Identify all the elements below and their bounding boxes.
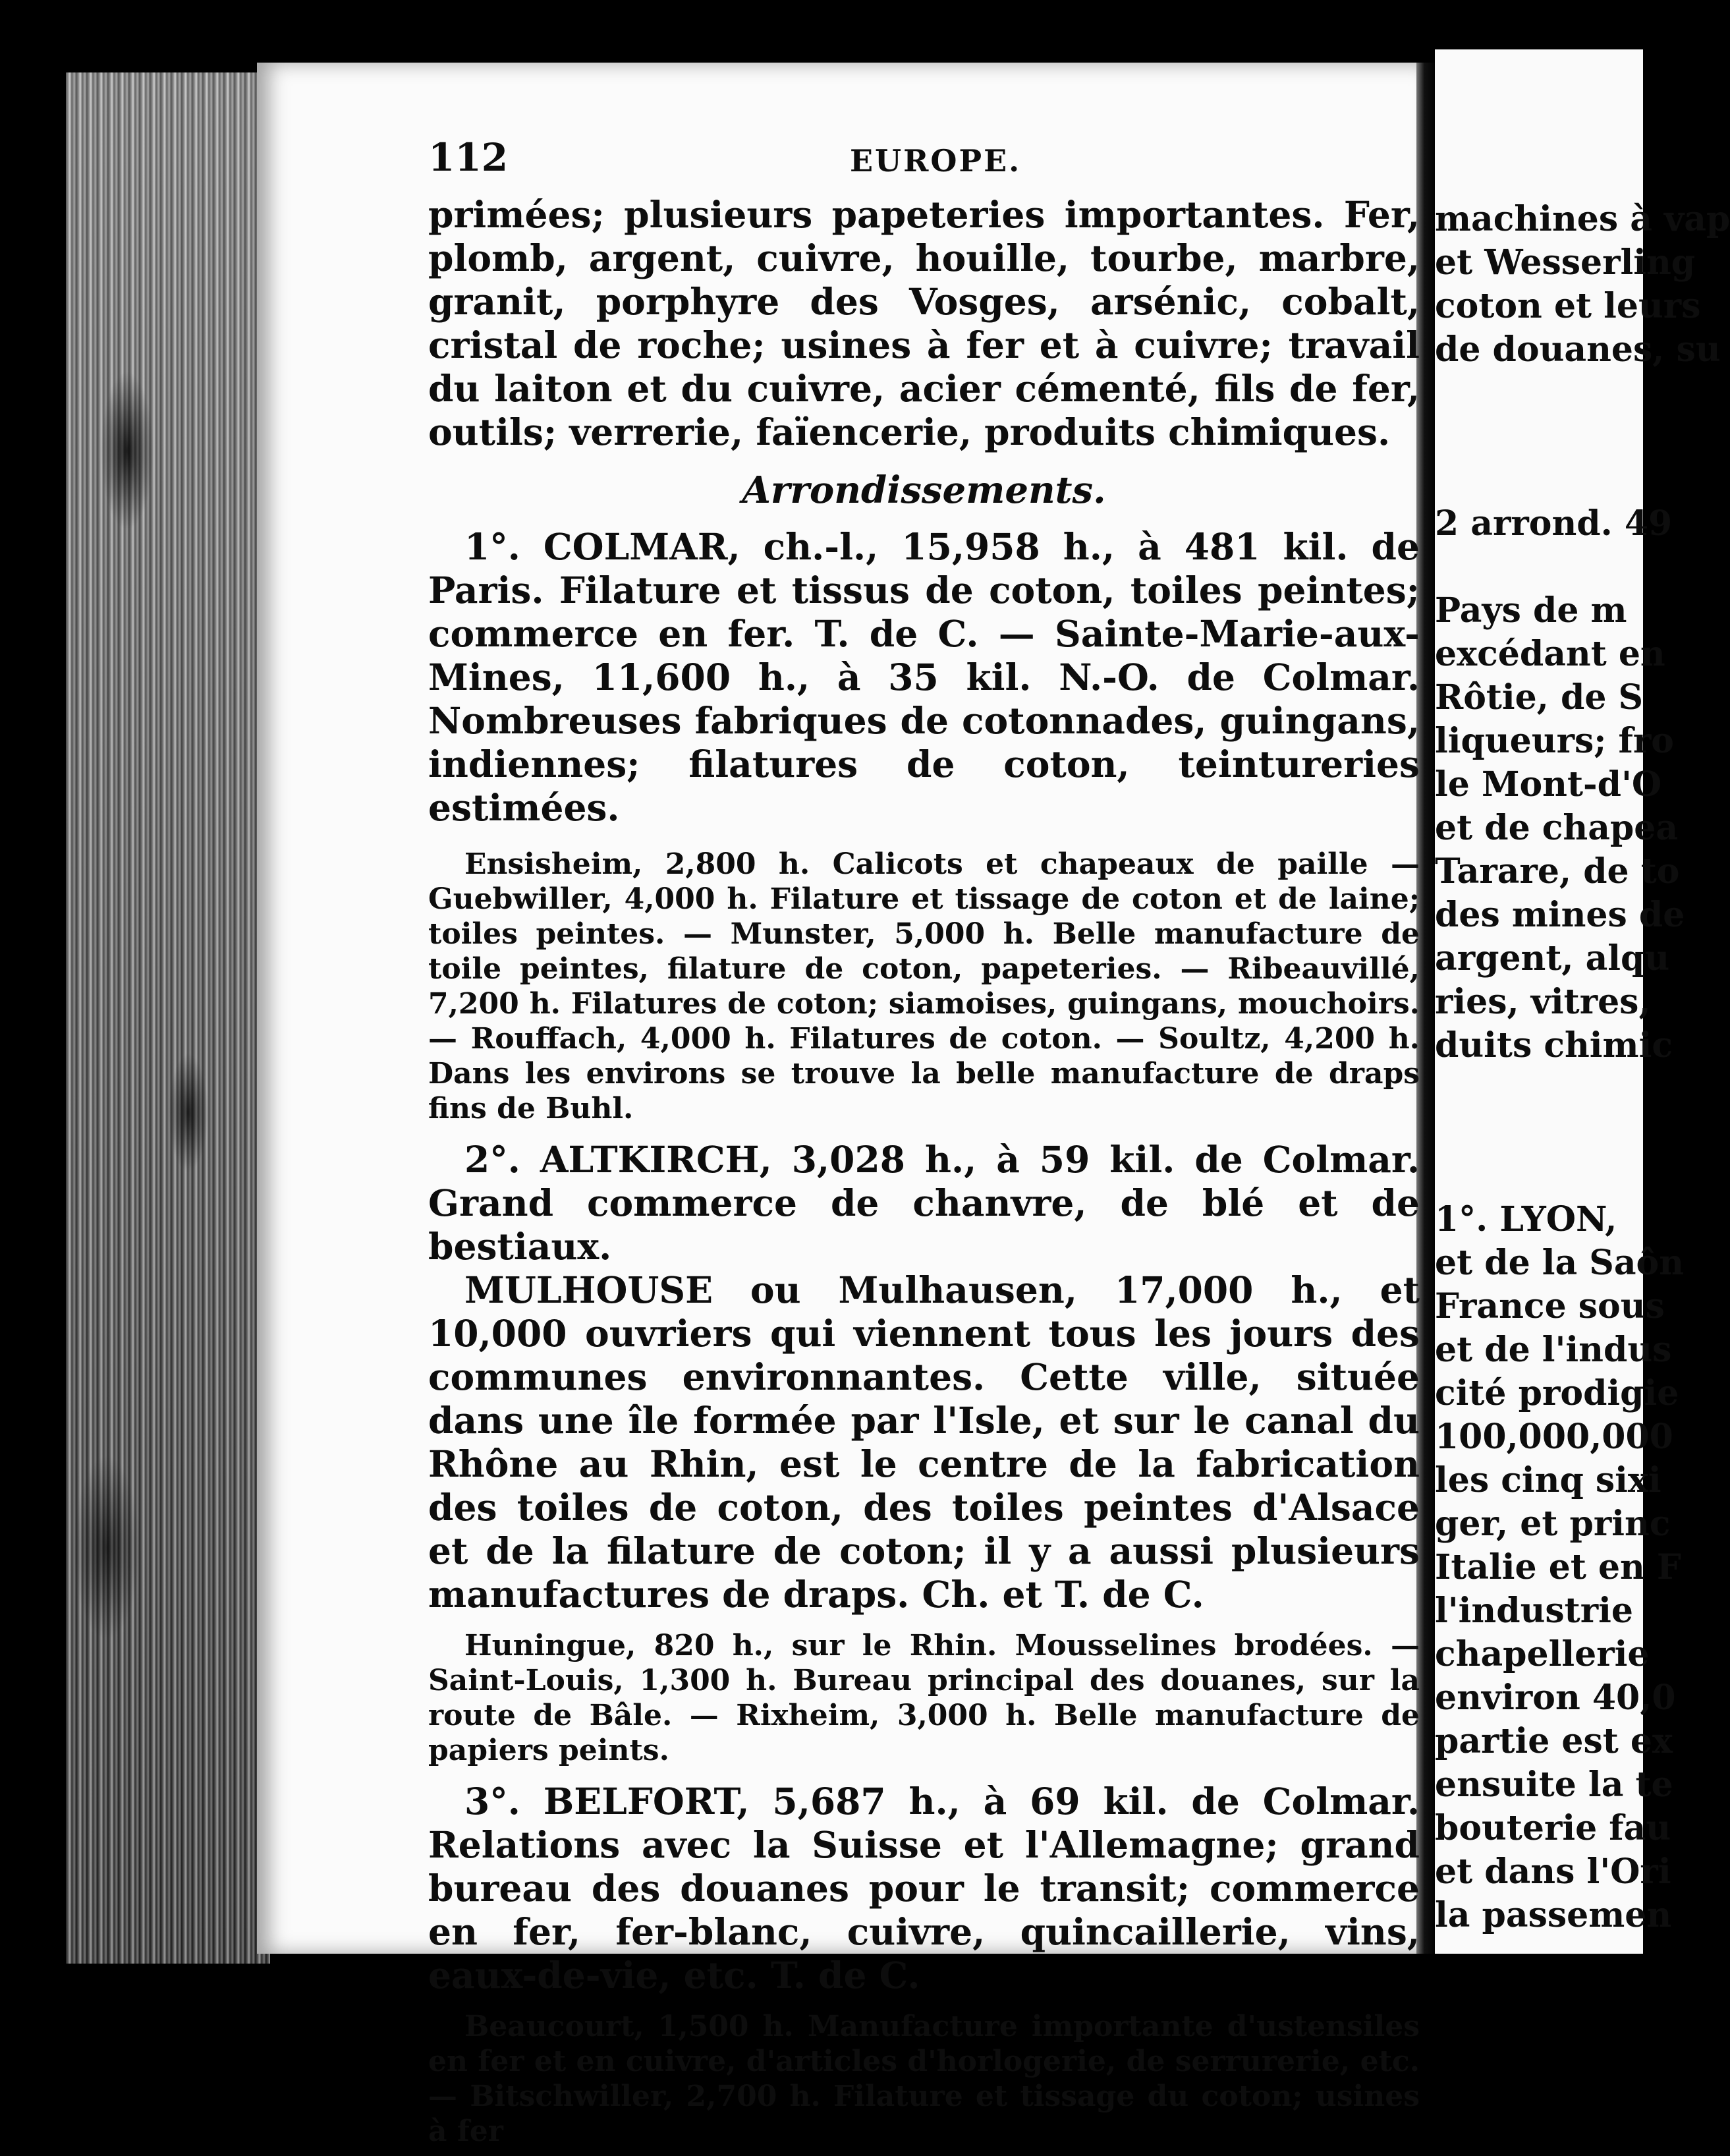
facing-line: [1435, 1154, 1712, 1198]
altkirch-paragraph: 2°. ALTKIRCH, 3,028 h., à 59 kil. de Colmar. Grand commerce de chanvre, de blé et de bestiaux.: [428, 1138, 1420, 1268]
facing-line: machines à vap: [1435, 199, 1730, 239]
page-header: [428, 135, 1420, 181]
facing-line: et Wesserling: [1435, 242, 1696, 283]
facing-line: et dans l'Ori: [1435, 1852, 1671, 1892]
facing-line: Tarare, de to: [1435, 851, 1680, 892]
facing-line: la passemen: [1435, 1895, 1672, 1935]
facing-line: l'industrie: [1435, 1591, 1633, 1631]
facing-line: argent, alqu: [1435, 938, 1670, 979]
facing-line: et de chapea: [1435, 808, 1679, 848]
facing-line: [1435, 459, 1712, 502]
belfort-paragraph: 3°. BELFORT, 5,687 h., à 69 kil. de Colmar. Relations avec la Suisse et l'Allemagne; grand bureau des douanes pour le transit; commerce en fer, fer-blanc, cuivre, quincaillerie, vins, eaux-de-vie, etc. T. de C.: [428, 1780, 1420, 1997]
running-head: EUROPE.: [850, 143, 1022, 179]
page-text-column: [428, 135, 1420, 2149]
facing-line: bouterie fau: [1435, 1808, 1671, 1848]
colmar-paragraph: 1°. COLMAR, ch.-l., 15,958 h., à 481 kil. de Paris. Filature et tissus de coton, toiles peintes; commerce en fer. T. de C. — Sainte-Marie-aux-Mines, 11,600 h., à 35 kil. N.-O. de Colmar. Nombreuses fabriques de cotonnades, guingans, indiennes; filatures de coton, teintureries estimées.: [428, 525, 1420, 829]
intro-paragraph: primées; plusieurs papeteries importantes. Fer, plomb, argent, cuivre, houille, tourbe, marbre, granit, porphyre des Vosges, arsénic, cobalt, cristal de roche; usines à fer et à cuivre; travail du laiton et du cuivre, acier cémenté, fils de fer, outils; verrerie, faïencerie, produits chimiques.: [428, 193, 1420, 453]
facing-line: les cinq sixi: [1435, 1460, 1661, 1500]
facing-line: cité prodigie: [1435, 1373, 1679, 1413]
facing-line: duits chimic: [1435, 1025, 1673, 1065]
facing-line: des mines de: [1435, 895, 1685, 935]
facing-line: le Mont-d'O: [1435, 764, 1662, 805]
facing-line: et de la Saôn: [1435, 1243, 1685, 1283]
mulhouse-notes: Huningue, 820 h., sur le Rhin. Mousselines brodées. — Saint-Louis, 1,300 h. Bureau principal des douanes, sur la route de Bâle. — Rixheim, 3,000 h. Belle manufacture de papiers peints.: [428, 1629, 1420, 1767]
facing-line: Italie et en F: [1435, 1547, 1681, 1587]
facing-line: France sous: [1435, 1286, 1665, 1326]
belfort-notes: Beaucourt, 1,500 h. Manufacture importante d'ustensiles en fer et en cuivre, d'articles d'horlogerie, de serrurerie, etc. — Bitschwiller, 2,700 h. Filature et tissage du coton; usines à fer: [428, 2010, 1420, 2148]
facing-page-text: [1435, 198, 1730, 1937]
facing-line: et de l'indus: [1435, 1330, 1672, 1370]
facing-line: 100,000,000: [1435, 1417, 1673, 1457]
facing-line: environ 40,0: [1435, 1678, 1676, 1718]
mulhouse-paragraph: MULHOUSE ou Mulhausen, 17,000 h., et 10,000 ouvriers qui viennent tous les jours des communes environnantes. Cette ville, située dans une île formée par l'Isle, et sur le canal du Rhône au Rhin, est le centre de la fabrication des toiles de coton, des toiles peintes d'Alsace et de la filature de coton; il y a aussi plusieurs manufactures de draps. Ch. et T. de C.: [428, 1268, 1420, 1616]
facing-line: Rôtie, de S: [1435, 677, 1644, 718]
facing-line: chapellerie: [1435, 1634, 1650, 1674]
facing-line: [1435, 1067, 1712, 1111]
page-number: 112: [428, 135, 509, 180]
book-page-edges: [66, 72, 270, 1964]
colmar-notes: Ensisheim, 2,800 h. Calicots et chapeaux de paille — Guebwiller, 4,000 h. Filature et tissage de coton et de laine; toiles peintes. — Munster, 5,000 h. Belle manufacture de toile peintes, filature de coton, papeteries. — Ribeauvillé, 7,200 h. Filatures de coton; siamoises, guingans, mouchoirs. — Rouffach, 4,000 h. Filatures de coton. — Soultz, 4,200 h. Dans les environs se trouve la belle manufacture de draps fins de Buhl.: [428, 847, 1420, 1125]
facing-line: Pays de m: [1435, 590, 1627, 631]
facing-line: partie est ex: [1435, 1721, 1673, 1761]
facing-line: [1435, 1111, 1712, 1154]
facing-line: liqueurs; fro: [1435, 721, 1674, 761]
facing-line: excédant en: [1435, 634, 1665, 674]
facing-line: [1435, 415, 1712, 459]
book-page-right: [1435, 49, 1730, 1954]
facing-line: [1435, 546, 1712, 589]
facing-line: ries, vitres,: [1435, 982, 1651, 1022]
facing-line: coton et leurs: [1435, 286, 1701, 326]
facing-line: [1435, 372, 1712, 415]
facing-line: 1°. LYON,: [1435, 1199, 1617, 1239]
facing-line: ger, et prinс: [1435, 1504, 1671, 1544]
section-heading: Arrondissements.: [742, 468, 1106, 512]
facing-line: 2 arrond. 49: [1435, 503, 1673, 544]
facing-line: de douanes, su: [1435, 329, 1721, 370]
facing-line: ensuite la te: [1435, 1765, 1673, 1805]
